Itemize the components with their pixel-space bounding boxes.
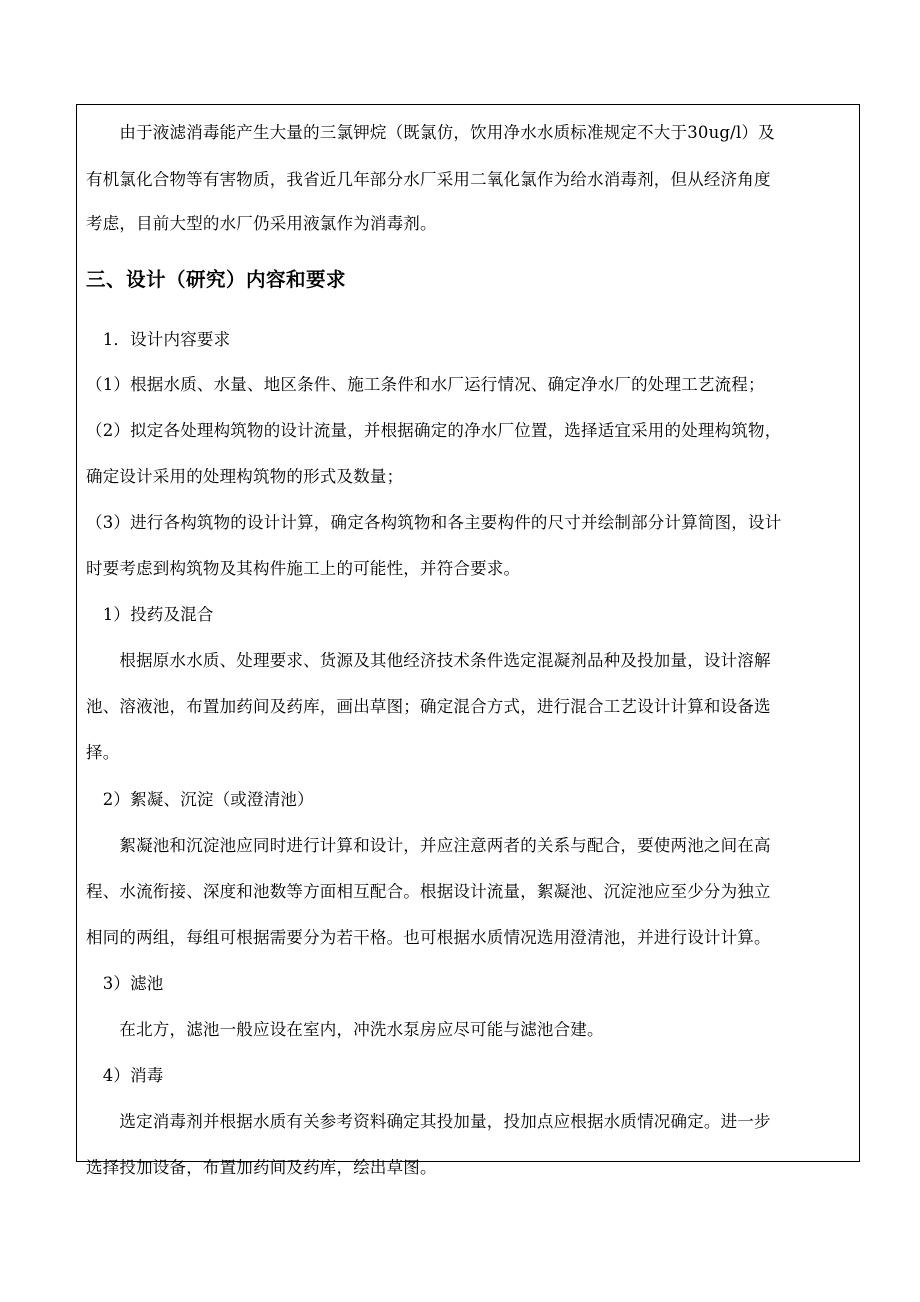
intro-line-1: 由于液滤消毒能产生大量的三氯钾烷（既氯仿，饮用净水水质标准规定不大于30ug/l）及 [86, 123, 775, 142]
subsection-3-line-1: 在北方，滤池一般应设在室内，冲洗水泵房应尽可能与滤池合建。 [86, 1020, 604, 1039]
subsection-1-line-1: 根据原水水质、处理要求、货源及其他经济技术条件选定混凝剂品种及投加量，设计溶解 [86, 651, 771, 670]
table-frame [76, 104, 860, 1162]
subsection-4-title: 4）消毒 [86, 1066, 164, 1085]
subsection-4-line-2: 选择投加设备，布置加药间及药库，绘出草图。 [86, 1158, 437, 1177]
subsection-1-title: 1）投药及混合 [86, 605, 214, 624]
subsection-1-line-2: 池、溶液池，布置加药间及药库，画出草图；确定混合方式，进行混合工艺设计计算和设备选 [86, 697, 771, 716]
requirement-1: （1）根据水质、水量、地区条件、施工条件和水厂运行情况、确定净水厂的处理工艺流程； [86, 375, 765, 394]
subsection-2-line-3: 相同的两组，每组可根据需要分为若干格。也可根据水质情况选用澄清池，并进行设计计算。 [86, 928, 771, 947]
subsection-3-title: 3）滤池 [86, 974, 164, 993]
intro-line-3: 考虑，目前大型的水厂仍采用液氯作为消毒剂。 [86, 214, 437, 233]
subsection-1-line-3: 择。 [86, 743, 120, 762]
requirement-2-line-2: 确定设计采用的处理构筑物的形式及数量； [86, 467, 404, 486]
subsection-2-title: 2）絮凝、沉淀（或澄清池） [86, 790, 314, 809]
subsection-4-line-1: 选定消毒剂并根据水质有关参考资料确定其投加量，投加点应根据水质情况确定。进一步 [86, 1112, 771, 1131]
requirement-2-line-1: （2）拟定各处理构筑物的设计流量，并根据确定的净水厂位置，选择适宜采用的处理构筑物， [86, 421, 782, 440]
subsection-2-line-2: 程、水流衔接、深度和池数等方面相互配合。根据设计流量，絮凝池、沉淀池应至少分为独立 [86, 882, 771, 901]
subsection-2-line-1: 絮凝池和沉淀池应同时进行计算和设计，并应注意两者的关系与配合，要使两池之间在高 [86, 836, 771, 855]
intro-line-2: 有机氯化合物等有害物质，我省近几年部分水厂采用二氧化氯作为给水消毒剂，但从经济角度 [86, 170, 771, 189]
requirement-3-line-2: 时要考虑到构筑物及其构件施工上的可能性，并符合要求。 [86, 559, 521, 578]
requirement-3-line-1: （3）进行各构筑物的设计计算，确定各构筑物和各主要构件的尺寸并绘制部分计算简图，设计 [86, 513, 782, 532]
item-1-title: 1．设计内容要求 [86, 330, 231, 349]
section-heading: 三、设计（研究）内容和要求 [86, 268, 347, 291]
